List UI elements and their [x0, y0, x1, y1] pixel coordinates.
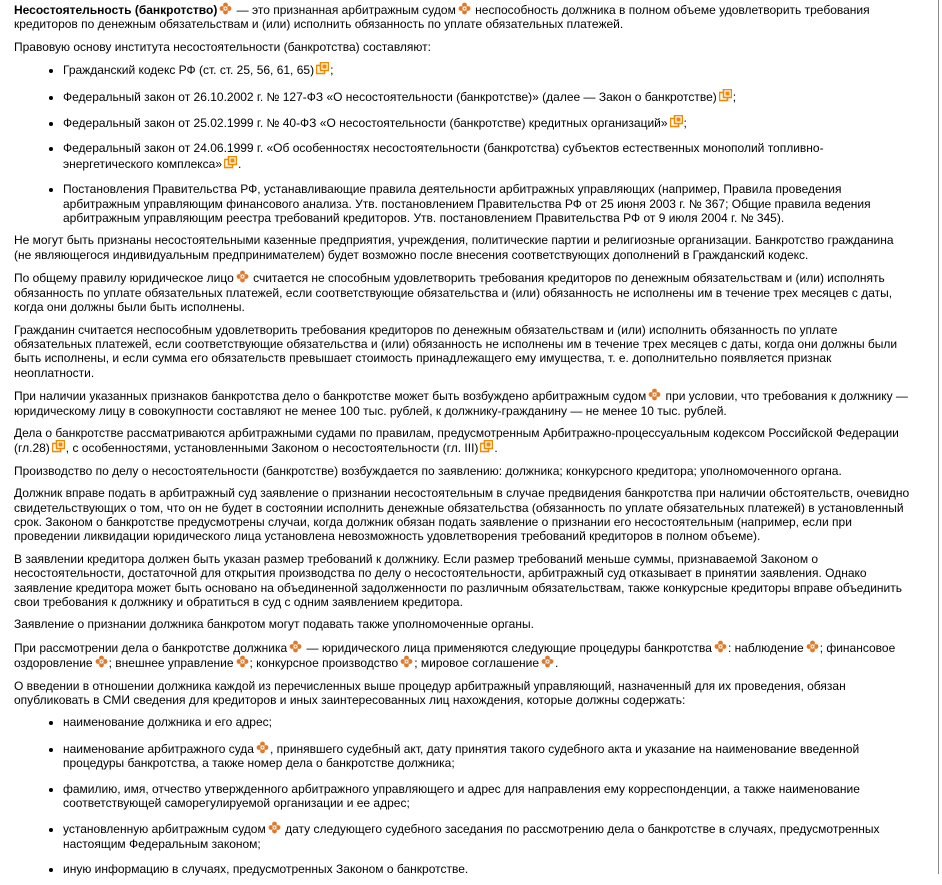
- glossary-icon[interactable]: [806, 640, 819, 653]
- paragraph-initiation: Производство по делу о несостоятельности (банкротстве) возбуждается по заявлению: должника; конкурсного кредитора; уполномоченного органа.: [14, 463, 842, 478]
- external-link-icon[interactable]: [224, 156, 237, 169]
- laws-list: [14, 62, 914, 225]
- glossary-icon[interactable]: [400, 655, 413, 668]
- list-item: • установленную арбитражным судом дату следующего судебного заседания по рассмотрению дела о банкротстве в случаях, предусмотренных настоящим Федеральным законом;: [63, 821, 914, 851]
- external-link-icon[interactable]: [719, 89, 732, 102]
- paragraph-citizen: Гражданин считается неспособным удовлетворить требования кредиторов по денежным обязательствам и (или) исполнить обязанность по уплате обязательных платежей, если соответствующие обязательства и (или) обязанность не исполнены им в течение трех месяцев с даты, когда они должны были быть исполнены, и если сумма его обязательств превышает стоимость принадлежащего ему имущества, т. е. дополнительно появляется признак неоплатности.: [14, 322, 898, 380]
- paragraph-publication: О введении в отношении должника каждой из перечисленных выше процедур арбитражный управляющий, назначенный для их проведения, обязан опубликовать в СМИ сведения для кредиторов и иных заинтересованных лиц нахождения, которые должны содержать:: [14, 678, 846, 708]
- term-bankruptcy: Несостоятельность (банкротство): [14, 3, 218, 17]
- paragraph-procedures: При рассмотрении дела о банкротстве должника — юридического лица применяются следующие процедуры банкротства : наблюдение ; финансовое оздоровление ; внешнее управление ; конкурсное производство ; мировое соглашение .: [14, 640, 896, 671]
- divider: [938, 0, 939, 874]
- external-link-icon[interactable]: [480, 440, 493, 453]
- paragraph-definition: Несостоятельность (банкротство) — это признанная арбитражным судом неспособность должника в полном объеме удовлетворить требования кредиторов по денежным обязательствам и (или) исполнить обязанность по уплате обязательных платежей.: [14, 3, 870, 32]
- paragraph-debtor-filing: Должник вправе подать в арбитражный суд заявление о признании несостоятельным в случае предвидения банкротства при наличии обстоятельств, очевидно свидетельствующих о том, что он не будет в состоянии исполнить денежные обязательства (обязанность по уплате обязательных платежей) в установленный срок. Законом о банкротстве предусмотрены случаи, когда должник обязан подать заявление о признании его несостоятельным (например, если при проведении ликвидации юридического лица установлена невозможность удовлетворения требований кредиторов в полном объеме).: [14, 486, 910, 544]
- list-item: • иную информацию в случаях, предусмотренных Законом о банкротстве.: [63, 862, 914, 876]
- external-link-icon[interactable]: [52, 440, 65, 453]
- list-item: • Федеральный закон от 25.02.1999 г. № 40-ФЗ «О несостоятельности (банкротстве) кредитных организаций» ;: [63, 115, 914, 130]
- list-item: • фамилию, имя, отчество утвержденного арбитражного управляющего и адрес для направления ему корреспонденции, а также наименование соответствующей саморегулируемой организации и ее адрес;: [63, 782, 914, 811]
- list-item: • Постановления Правительства РФ, устанавливающие правила деятельности арбитражных управляющих (например, Правила проведения арбитражным управляющим финансового анализа. Утв. постановлением Правительства РФ от 25 июня 2003 г. № 367; Общие правила ведения арбитражным управляющим реестра требований кредиторов. Утв. постановлением Правительства РФ от 9 июля 2004 г. № 345).: [63, 182, 914, 225]
- glossary-icon[interactable]: [648, 388, 661, 401]
- paragraph-threshold: При наличии указанных признаков банкротства дело о банкротстве может быть возбуждено арбитражным судом при условии, что требования к должнику — юридическому лицу в совокупности составляют не менее 100 тыс. рублей, к должнику-гражданину — не менее 10 тыс. рублей.: [14, 389, 908, 418]
- external-link-icon[interactable]: [316, 62, 329, 75]
- list-item: • Гражданский кодекс РФ (ст. ст. 25, 56, 61, 65) ;: [63, 62, 914, 77]
- paragraph-procedure-code: Дела о банкротстве рассматриваются арбитражными судами по правилам, предусмотренным Арбитражно-процессуальным кодексом Российской Федерации (гл.28) , с особенностями, установленными Законом о несостоятельности (гл. III) .: [14, 425, 899, 456]
- document: [14, 2, 914, 885]
- glossary-icon[interactable]: [95, 655, 108, 668]
- paragraph-authorities: Заявление о признании должника банкротом могут подавать также уполномоченные органы.: [14, 617, 534, 632]
- glossary-icon[interactable]: [236, 655, 249, 668]
- glossary-icon[interactable]: [236, 270, 249, 283]
- list-item: • наименование арбитражного суда , принявшего судебный акт, дату принятия такого судебного акта и указание на наименование введенной процедуры банкротства, а также номер дела о банкротстве должника;: [63, 741, 914, 771]
- glossary-icon[interactable]: [219, 2, 232, 15]
- paragraph-creditor-claim: В заявлении кредитора должен быть указан размер требований к должнику. Если размер требований меньше суммы, признаваемой Законом о несостоятельности, достаточной для открытия производства по делу о несостоятельности, арбитражный суд отказывает в принятии заявления. Однако заявление кредитора может быть основано на объединенной задолженности по различным обязательствам, также конкурсные кредиторы вправе объединить свои требования к должнику и обратиться в суд с одним заявлением кредитора.: [14, 551, 902, 609]
- paragraph-legal-basis: Правовую основу института несостоятельности (банкротства) составляют:: [14, 39, 431, 54]
- publication-list: [14, 715, 914, 876]
- paragraph-exclusions: Не могут быть признаны несостоятельными казенные предприятия, учреждения, политические партии и религиозные организации. Банкротство гражданина (не являющегося индивидуальным предпринимателем) будет возможно после внесения соответствующих дополнений в Гражданский кодекс.: [14, 233, 894, 262]
- list-item: • Федеральный закон от 26.10.2002 г. № 127-ФЗ «О несостоятельности (банкротстве)» (далее — Закон о банкротстве) ;: [63, 89, 914, 104]
- paragraph-legal-entity: По общему правилу юридическое лицо считается не способным удовлетворить требования кредиторов по денежным обязательствам и (или) исполнять обязанность по уплате обязательных платежей, если соответствующие обязательства и (или) обязанность не исполнены им в течение трех месяцев с даты, когда они должны были быть исполнены.: [14, 271, 893, 315]
- glossary-icon[interactable]: [714, 640, 727, 653]
- list-item: • наименование должника и его адрес;: [63, 715, 914, 729]
- external-link-icon[interactable]: [670, 115, 683, 128]
- glossary-icon[interactable]: [541, 655, 554, 668]
- glossary-icon[interactable]: [458, 2, 471, 15]
- glossary-icon[interactable]: [256, 741, 269, 754]
- glossary-icon[interactable]: [289, 640, 302, 653]
- glossary-icon[interactable]: [268, 821, 281, 834]
- list-item: • Федеральный закон от 24.06.1999 г. «Об особенностях несостоятельности (банкротства) субъектов естественных монополий топливно-энергетического комплекса» .: [63, 141, 914, 171]
